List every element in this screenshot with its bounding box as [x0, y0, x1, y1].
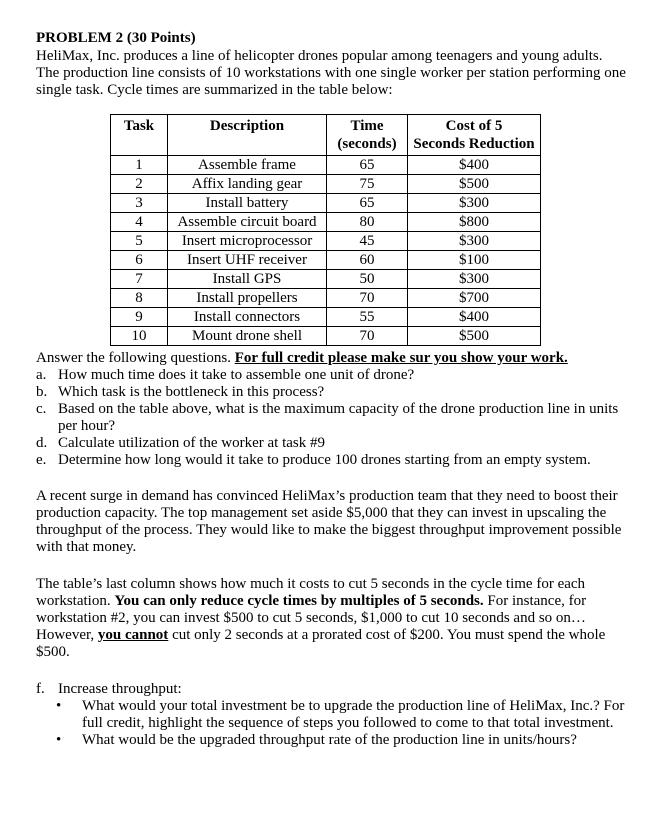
part-f-title: Increase throughput:: [58, 681, 182, 697]
table-row: [111, 213, 541, 232]
cost-paragraph: [36, 576, 628, 661]
questions-section: [36, 350, 636, 469]
table-row: [111, 327, 541, 346]
task-time: 65: [327, 194, 408, 213]
part-f-label: f.: [36, 681, 45, 697]
part-f-title-line: [36, 681, 636, 698]
task-description: Install propellers: [168, 289, 327, 308]
task-cost: $700: [408, 289, 541, 308]
task-time: 50: [327, 270, 408, 289]
question-text: Determine how long would it take to produce 100 drones starting from an empty system.: [58, 452, 591, 468]
multiples-rule: You can only reduce cycle times by multiples of 5 seconds.: [114, 593, 484, 609]
question-text: How much time does it take to assemble one unit of drone?: [58, 367, 415, 383]
bullet-text: What would be the upgraded throughput rate of the production line in units/hours?: [82, 732, 577, 748]
header-task: Task: [111, 115, 168, 156]
task-description: Install connectors: [168, 308, 327, 327]
header-cost-line2: Seconds Reduction: [413, 136, 535, 152]
cost-text-1: The table’s last column shows how much it costs to cut 5 seconds in the cycle time for each workstation.: [36, 576, 586, 609]
task-number: 4: [111, 213, 168, 232]
task-description: Insert UHF receiver: [168, 251, 327, 270]
bullet-icon: •: [56, 732, 62, 748]
question-c: [36, 401, 636, 435]
task-description: Install GPS: [168, 270, 327, 289]
question-a: [36, 367, 636, 384]
task-cost: $400: [408, 156, 541, 175]
task-time: 60: [327, 251, 408, 270]
task-cost: $400: [408, 308, 541, 327]
task-time: 70: [327, 327, 408, 346]
task-number: 5: [111, 232, 168, 251]
task-number: 10: [111, 327, 168, 346]
question-b: [36, 384, 636, 401]
table-row: [111, 175, 541, 194]
task-number: 9: [111, 308, 168, 327]
task-number: 1: [111, 156, 168, 175]
cost-text-3: cut only 2 seconds at a prorated cost of $200. You must spend the whole $500.: [36, 627, 606, 660]
question-d: [36, 435, 636, 452]
task-number: 6: [111, 251, 168, 270]
header-time: [327, 115, 408, 156]
task-time: 55: [327, 308, 408, 327]
task-cost: $300: [408, 194, 541, 213]
table-row: [111, 308, 541, 327]
task-description: Install battery: [168, 194, 327, 213]
task-cost: $300: [408, 232, 541, 251]
task-time: 65: [327, 156, 408, 175]
header-time-line1: Time: [350, 118, 384, 134]
task-cost: $100: [408, 251, 541, 270]
task-description: Assemble frame: [168, 156, 327, 175]
question-text: Based on the table above, what is the maximum capacity of the drone production line in units per hour?: [58, 401, 619, 434]
table-row: [111, 156, 541, 175]
question-label: a.: [36, 367, 47, 383]
task-cost: $800: [408, 213, 541, 232]
task-number: 7: [111, 270, 168, 289]
task-time: 70: [327, 289, 408, 308]
question-label: e.: [36, 452, 47, 468]
cannot-emphasis: you cannot: [97, 627, 169, 643]
question-label: c.: [36, 401, 47, 417]
task-description: Affix landing gear: [168, 175, 327, 194]
task-cost: $300: [408, 270, 541, 289]
header-time-line2: (seconds): [337, 136, 397, 152]
task-description: Assemble circuit board: [168, 213, 327, 232]
task-description: Insert microprocessor: [168, 232, 327, 251]
task-time: 45: [327, 232, 408, 251]
task-description: Mount drone shell: [168, 327, 327, 346]
table-row: [111, 194, 541, 213]
table-row: [111, 232, 541, 251]
task-number: 2: [111, 175, 168, 194]
question-text: Which task is the bottleneck in this process?: [58, 384, 325, 400]
table-row: [111, 251, 541, 270]
intro-paragraph: HeliMax, Inc. produces a line of helicopter drones popular among teenagers and young adults. The production line consists of 10 workstations with one single worker per station performing one single task. Cycle times are summarized in the table below:: [36, 48, 626, 98]
problem-heading: PROBLEM 2 (30 Points): [36, 30, 196, 46]
question-label: b.: [36, 384, 48, 400]
part-f-bullet: [56, 732, 636, 749]
task-number: 3: [111, 194, 168, 213]
table-row: [111, 270, 541, 289]
demand-paragraph: A recent surge in demand has convinced HeliMax’s production team that they need to boost their production capacity. The top management set aside $5,000 that they can invest in upscaling the throughput of the process. They would like to make the biggest throughput improvement possible with that money.: [36, 488, 622, 555]
header-cost: [408, 115, 541, 156]
cost-text-2: For instance, for workstation #2, you can invest $500 to cut 5 seconds, $1,000 to cut 10 seconds and so on… However,: [36, 593, 587, 643]
header-cost-line1: Cost of 5: [445, 118, 503, 134]
header-description: Description: [168, 115, 327, 156]
task-time: 75: [327, 175, 408, 194]
full-credit-note: For full credit please make sur you show your work.: [234, 350, 568, 366]
task-cost: $500: [408, 327, 541, 346]
questions-lead: [36, 350, 636, 367]
table-row: [111, 289, 541, 308]
questions-lead-text: Answer the following questions.: [36, 350, 235, 366]
task-number: 8: [111, 289, 168, 308]
question-text: Calculate utilization of the worker at task #9: [58, 435, 325, 451]
bullet-text: What would your total investment be to upgrade the production line of HeliMax, Inc.? For full credit, highlight the sequence of steps you followed to come to that total investment.: [82, 698, 625, 731]
task-cost: $500: [408, 175, 541, 194]
question-e: [36, 452, 636, 469]
cycle-time-table: [110, 114, 541, 346]
bullet-icon: •: [56, 698, 62, 714]
task-time: 80: [327, 213, 408, 232]
table-header-row: [111, 115, 541, 156]
part-f-section: [36, 681, 636, 749]
part-f-bullet: [56, 698, 636, 732]
question-label: d.: [36, 435, 48, 451]
